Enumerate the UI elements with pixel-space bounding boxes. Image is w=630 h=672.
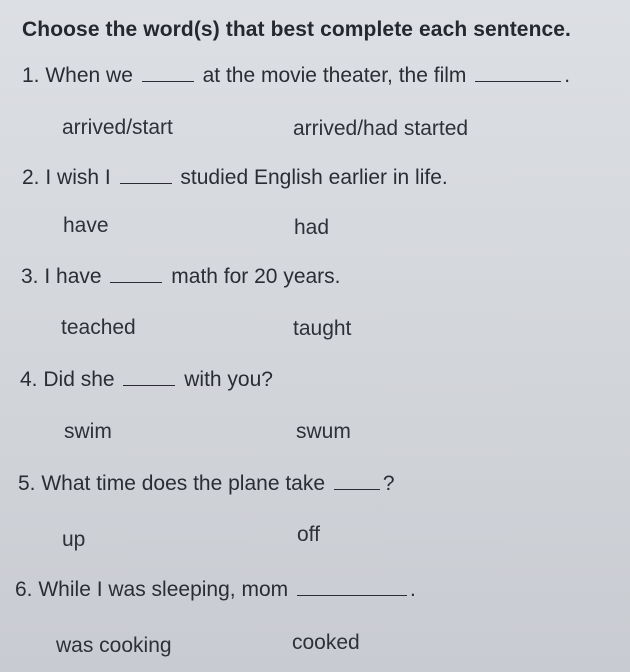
question-1 bbox=[22, 64, 570, 88]
question-number: 1. bbox=[22, 64, 40, 87]
answer-blank[interactable] bbox=[123, 384, 175, 386]
option-b[interactable]: off bbox=[297, 523, 320, 546]
question-5 bbox=[18, 472, 395, 496]
option-b[interactable]: swum bbox=[296, 420, 351, 443]
question-text: I wish I bbox=[45, 166, 111, 189]
question-text: math for 20 years. bbox=[171, 265, 341, 288]
option-b[interactable]: taught bbox=[293, 317, 352, 340]
question-3 bbox=[21, 265, 341, 289]
question-number: 3. bbox=[21, 265, 39, 288]
question-text: While I was sleeping, mom bbox=[38, 578, 289, 601]
option-a[interactable]: teached bbox=[61, 316, 136, 339]
option-a[interactable]: swim bbox=[64, 420, 112, 443]
question-text: studied English earlier in life. bbox=[180, 166, 448, 189]
question-text: Did she bbox=[43, 368, 115, 391]
answer-blank[interactable] bbox=[334, 488, 380, 490]
question-text: . bbox=[564, 64, 571, 87]
question-number: 2. bbox=[22, 166, 40, 189]
option-a[interactable]: up bbox=[62, 528, 86, 551]
answer-blank[interactable] bbox=[110, 281, 162, 283]
question-text: ? bbox=[382, 472, 395, 495]
answer-blank[interactable] bbox=[297, 594, 407, 596]
question-4 bbox=[20, 368, 273, 392]
question-text: When we bbox=[45, 64, 133, 87]
question-6 bbox=[15, 578, 416, 602]
question-number: 6. bbox=[15, 578, 33, 601]
option-b[interactable]: cooked bbox=[292, 631, 360, 654]
question-text: with you? bbox=[184, 368, 273, 391]
question-number: 4. bbox=[20, 368, 38, 391]
option-a[interactable]: was cooking bbox=[56, 634, 172, 657]
option-a[interactable]: have bbox=[63, 214, 109, 237]
option-b[interactable]: arrived/had started bbox=[293, 117, 469, 140]
answer-blank[interactable] bbox=[120, 182, 172, 184]
answer-blank[interactable] bbox=[142, 80, 194, 82]
answer-blank[interactable] bbox=[475, 80, 561, 82]
question-text: What time does the plane take bbox=[41, 472, 326, 495]
option-a[interactable]: arrived/start bbox=[62, 116, 173, 139]
question-text: . bbox=[409, 578, 416, 601]
question-2 bbox=[22, 166, 448, 190]
question-text: at the movie theater, the film bbox=[202, 64, 467, 87]
question-number: 5. bbox=[18, 472, 36, 495]
question-text: I have bbox=[44, 265, 102, 288]
option-b[interactable]: had bbox=[294, 216, 330, 239]
instructions-heading: Choose the word(s) that best complete each sentence. bbox=[22, 18, 571, 41]
